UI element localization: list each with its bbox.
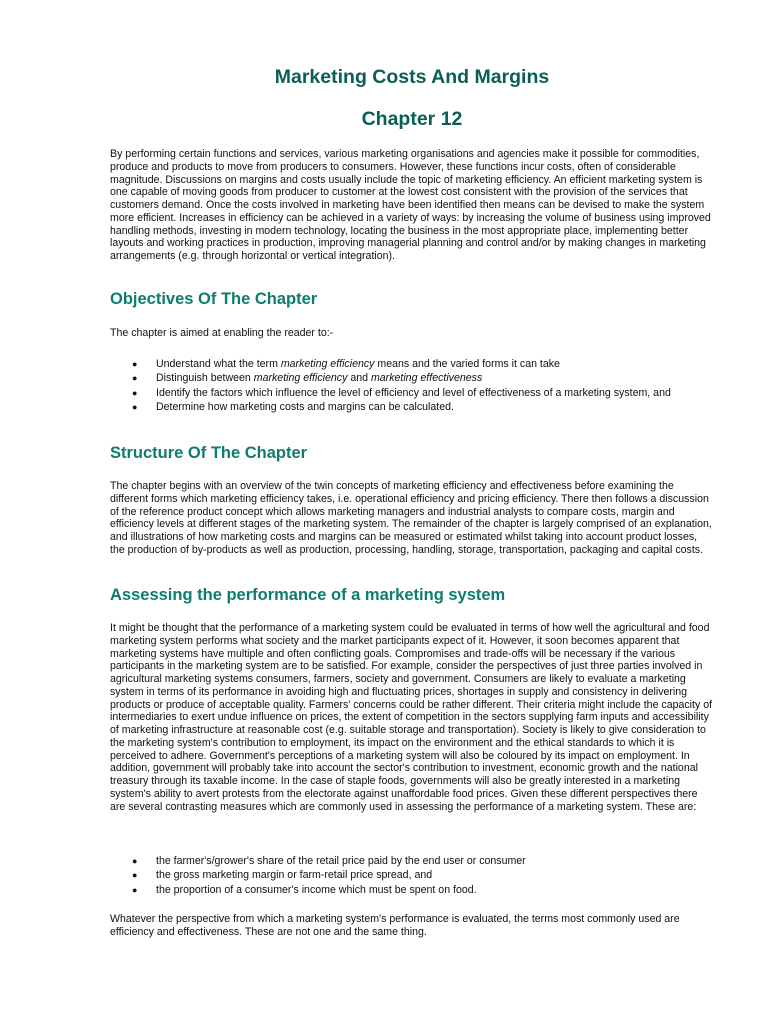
bullet-icon: ●	[132, 359, 138, 369]
list-item: ● the gross marketing margin or farm-retail price spread, and	[132, 869, 433, 882]
closing-paragraph: Whatever the perspective from which a marketing system's performance is evaluated, the terms most commonly used are efficiency and effectiveness. These are not one and the same thing.	[110, 913, 680, 938]
list-item: ● Determine how marketing costs and margins can be calculated.	[132, 401, 454, 414]
bullet-icon: ●	[132, 387, 138, 398]
list-item: ● the farmer's/grower's share of the retail price paid by the end user or consumer	[132, 855, 526, 867]
intro-paragraph: By performing certain functions and services, various marketing organisations and agencies make it possible for commodities, produce and products to move from producers to consumers. However, these functions incur costs, often of considerable magnitude. Discussions on margins and costs usually include the topic of marketing efficiency. An efficient marketing system is one capable of moving goods from producer to customer at the lowest cost consistent with the provision of the services that customers demand. Once the costs involved in marketing have been identified then means can be devised to make the system more efficient. Increases in efficiency can be achieved in a variety of ways: by increasing the volume of business using improved handling methods, investing in modern technology, locating the business in the most appropriate place, implementing better layouts and working practices in production, improving managerial planning and control and/or by making changes in marketing arrangements (e.g. through horizontal or vertical integration).	[110, 148, 711, 262]
objectives-list	[110, 358, 714, 415]
measures-list	[110, 855, 714, 898]
list-item: ● Identify the factors which influence the level of efficiency and level of effectiveness of a marketing system, and	[132, 386, 671, 399]
list-item: ● Distinguish between marketing efficiency and marketing effectiveness	[132, 372, 483, 385]
list-item: ● Understand what the term marketing efficiency means and the varied forms it can take	[132, 358, 560, 370]
list-item: ● the proportion of a consumer's income which must be spent on food.	[132, 883, 477, 896]
bullet-icon: ●	[132, 373, 138, 384]
objectives-lead: The chapter is aimed at enabling the reader to:-	[110, 327, 334, 339]
structure-paragraph: The chapter begins with an overview of the twin concepts of marketing efficiency and effectiveness before examining the different forms which marketing efficiency takes, i.e. operational efficiency and pricing efficiency. There then follows a discussion of the reference product concept which allows marketing managers and industrial analysts to compare costs, margin and efficiency levels at different stages of the marketing system. The remainder of the chapter is largely comprised of an explanation, and illustrations of how marketing costs and margins can be measured or estimated whilst taking into account product losses, the production of by-products as well as production, processing, handling, storage, transportation, packaging and capital costs.	[110, 480, 712, 556]
bullet-icon: ●	[132, 870, 138, 881]
objectives-heading: Objectives Of The Chapter	[110, 290, 318, 308]
bullet-icon: ●	[132, 856, 138, 866]
assessing-paragraph: It might be thought that the performance of a marketing system could be evaluated in terms of how well the agricultural and food marketing system performs what society and the market participants expect of it. However, it soon becomes apparent that marketing systems have multiple and often conflicting goals. Compromises and trade-offs will be necessary if the various participants in the marketing system are to be satisfied. For example, consider the perspectives of just three parties involved in agricultural marketing systems consumers, farmers, society and government. Consumers are likely to evaluate a marketing system in terms of its performance in avoiding high and fluctuating prices, shortages in supply and consistency in delivering products or produce of acceptable quality. Farmers' concerns could be rather different. Their criteria might include the capacity of intermediaries to exert undue influence on prices, the extent of competition in the sectors supplying farm inputs and accessibility of marketing infrastructure at reasonable cost (e.g. suitable storage and transportation). Society is likely to give consideration to the marketing system's contribution to employment, its impact on the environment and the ethical standards to which it is perceived to adhere. Government's perceptions of a marketing system will also be coloured by its impact on employment. In addition, government will probably take into account the sector's contribution to investment, economic growth and the national treasury through its taxable income. In the case of staple foods, governments will also be greatly interested in a marketing system's ability to avert protests from the electorate against unaffordable food prices. Given these different perspectives there are several contrasting measures which are commonly used in assessing the performance of a marketing system. These are:	[110, 622, 713, 813]
chapter-number: Chapter 12	[361, 108, 463, 130]
assessing-heading: Assessing the performance of a marketing system	[110, 586, 506, 604]
bullet-icon: ●	[132, 402, 138, 413]
structure-heading: Structure Of The Chapter	[110, 444, 308, 462]
document-title: Marketing Costs And Margins	[274, 66, 550, 88]
bullet-icon: ●	[132, 884, 138, 895]
